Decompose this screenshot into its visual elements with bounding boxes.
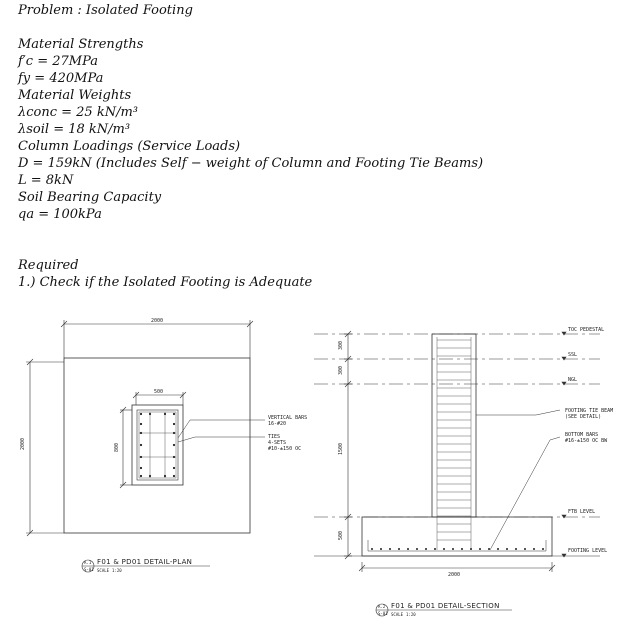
rebar-dot <box>173 423 175 425</box>
lsoil-line <box>18 122 130 138</box>
rebar-dot <box>149 413 151 415</box>
bottom-bar-dot <box>407 548 409 550</box>
section-dim-1500: 1500 <box>338 442 344 455</box>
section-detail-mark: A.2 <box>378 604 386 609</box>
section-label-ftb-level: FTB LEVEL <box>568 509 596 515</box>
section-dim-300-a: 300 <box>338 340 344 350</box>
section-label-toc-pedestal: TOC PEDESTAL <box>568 327 605 333</box>
rebar-dot <box>140 444 142 446</box>
plan-dim-left: 2000 <box>20 437 26 450</box>
section-scale-value: 1:20 <box>406 612 416 617</box>
qa-label: qa <box>18 207 35 222</box>
section-label-tie-beam-note: (SEE DETAIL) <box>565 414 602 420</box>
bottom-bar-dot <box>515 548 517 550</box>
lsoil-label: λsoil <box>18 122 50 137</box>
section-label-ssl: SSL <box>568 352 578 358</box>
rebar-dot <box>140 423 142 425</box>
rebar-dot <box>173 432 175 434</box>
rebar-dot <box>173 475 175 477</box>
plan-view <box>26 320 265 572</box>
pedestal-section <box>432 334 476 517</box>
plan-label-ties-sets: 4-SETS <box>268 440 287 446</box>
bottom-bar-dot <box>371 548 373 550</box>
column-ties-plan <box>137 410 178 480</box>
section-dim-300-b: 300 <box>338 365 344 375</box>
lsoil-value: = 18 kN/m³ <box>53 122 131 137</box>
rebar-dot <box>140 475 142 477</box>
dead-load-line: D = 159kN (Includes Self − weight of Column and Footing Tie Beams) <box>18 156 484 171</box>
rebar-dot <box>140 467 142 469</box>
fc-label: f′c <box>18 54 34 69</box>
material-strengths-heading: Material Strengths <box>18 37 144 52</box>
qa-value: = 100kPa <box>38 207 102 222</box>
plan-label-vertical-bars: VERTICAL BARS <box>268 415 308 421</box>
plan-dim-column-width: 500 <box>154 389 164 395</box>
plan-label-ties: TIES <box>268 434 281 440</box>
lconc-line <box>18 105 138 121</box>
rebar-dot <box>164 413 166 415</box>
fy-value: = 420MPa <box>34 71 104 86</box>
plan-detail-mark: A.1 <box>84 560 92 565</box>
bottom-bar-dot <box>398 548 400 550</box>
bottom-bar-dot <box>380 548 382 550</box>
fc-value: = 27MPa <box>37 54 98 69</box>
section-dim-bottom: 2000 <box>448 572 461 578</box>
footing-plan-outline <box>64 358 250 533</box>
rebar-dot <box>173 444 175 446</box>
bottom-bar-dot <box>497 548 499 550</box>
bottom-bar-dot <box>452 548 454 550</box>
bottom-bar-dot <box>461 548 463 550</box>
footing-drawing <box>0 300 637 639</box>
section-label-footing-level: FOOTING LEVEL <box>568 548 608 554</box>
column-loadings-heading: Column Loadings (Service Loads) <box>18 139 241 154</box>
section-detail-title: F01 & PD01 DETAIL-SECTION <box>391 602 500 610</box>
bottom-bar-dot <box>470 548 472 550</box>
bottom-bar-dot <box>434 548 436 550</box>
rebar-dot <box>173 467 175 469</box>
section-dim-500: 500 <box>338 530 344 540</box>
section-detail-sheet: S-01 <box>378 611 388 616</box>
bottom-bar-dot <box>479 548 481 550</box>
rebar-dot <box>164 475 166 477</box>
bottom-bar-dot <box>506 548 508 550</box>
section-label-tie-beam: FOOTING TIE BEAM <box>565 408 614 414</box>
bottom-bar-dot <box>533 548 535 550</box>
plan-detail-sheet: S-01 <box>84 567 94 572</box>
qa-line <box>18 207 102 223</box>
footing-section <box>362 517 552 556</box>
plan-label-ties-spec: #10-±150 OC <box>268 446 302 452</box>
rebar-dot <box>140 432 142 434</box>
required-heading: Required <box>18 258 79 273</box>
plan-label-vertical-bars-spec: 16-#20 <box>268 421 287 427</box>
fy-line <box>18 71 103 87</box>
bottom-bar-dot <box>443 548 445 550</box>
plan-detail-title: F01 & PD01 DETAIL-PLAN <box>97 558 193 566</box>
bottom-bar-dot <box>524 548 526 550</box>
section-scale-label: SCALE <box>391 612 404 617</box>
column-plan-outline <box>132 405 183 485</box>
rebar-dot <box>173 456 175 458</box>
rebar-dot <box>140 456 142 458</box>
section-label-bottom-bars: BOTTOM BARS <box>565 432 599 438</box>
bottom-bar-dot <box>488 548 490 550</box>
bottom-bar-dot <box>389 548 391 550</box>
bottom-bar-dot <box>425 548 427 550</box>
lconc-label: λconc <box>18 105 57 120</box>
bottom-bar-dot <box>416 548 418 550</box>
plan-scale-value: 1:20 <box>112 568 122 573</box>
live-load-line: L = 8kN <box>18 173 74 188</box>
rebar-dot <box>149 475 151 477</box>
problem-title: Problem : Isolated Footing <box>18 3 193 18</box>
material-weights-heading: Material Weights <box>18 88 132 103</box>
plan-scale-label: SCALE <box>97 568 110 573</box>
rebar-dot <box>173 413 175 415</box>
soil-bearing-heading: Soil Bearing Capacity <box>18 190 162 205</box>
bottom-bar-dot <box>542 548 544 550</box>
plan-dim-column-height: 800 <box>114 442 120 452</box>
plan-dim-top: 2000 <box>151 318 164 324</box>
fc-line <box>18 54 98 70</box>
rebar-dot <box>140 413 142 415</box>
section-label-bottom-bars-spec: #16-±150 OC BW <box>565 438 608 444</box>
section-label-ngl: NGL <box>568 377 578 383</box>
lconc-value: = 25 kN/m³ <box>61 105 139 120</box>
required-item-1: 1.) Check if the Isolated Footing is Adequate <box>18 275 313 290</box>
fy-label: fy <box>18 71 31 86</box>
